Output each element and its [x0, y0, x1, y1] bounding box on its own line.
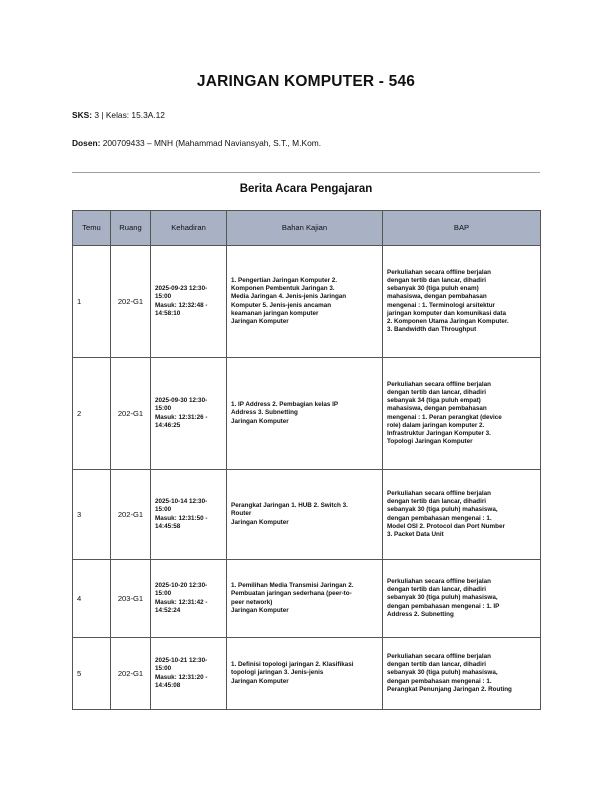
cell-bap-line: mahasiswa, dengan pembahasan [387, 293, 487, 301]
cell-bahan-kajian-line: Pembuatan jaringan sederhana (peer-to- [231, 590, 352, 598]
cell-bahan-kajian-line: Media Jaringan 4. Jenis-jenis Jaringan [231, 293, 347, 301]
cell-bahan-kajian-line: Perangkat Jaringan 1. HUB 2. Switch 3. [231, 502, 348, 510]
cell-bap-line: dengan pembahasan mengenai : 1. [387, 514, 492, 522]
table-body [73, 246, 541, 710]
cell-bahan-kajian-line: 1. Pemilihan Media Transmisi Jaringan 2. [231, 582, 354, 590]
cell-kehadiran-line: 2025-10-20 12:30- [155, 582, 208, 590]
cell-kehadiran [151, 638, 227, 710]
table-row [73, 560, 541, 638]
cell-bap-line: Address 2. Subnetting [387, 610, 454, 618]
divider [72, 172, 540, 173]
cell-bap-line: mengenai : 1. Terminologi arsitektur [387, 301, 496, 309]
cell-bahan-kajian [227, 560, 383, 638]
table-row [73, 638, 541, 710]
cell-bap-line: dengan tertib dan lancar, dihadiri [387, 498, 487, 506]
table-row [73, 470, 541, 560]
cell-ruang: 202-G1 [111, 638, 151, 710]
cell-bap-line: dengan pembahasan mengenai : 1. [387, 677, 492, 685]
cell-bap-line: Perangkat Penunjang Jaringan 2. Routing [387, 685, 512, 693]
cell-ruang: 202-G1 [111, 246, 151, 358]
cell-bahan-kajian-line: keamanan jaringan komputer [231, 309, 319, 317]
cell-bap [383, 638, 541, 710]
cell-bap [383, 358, 541, 470]
cell-bahan-kajian [227, 638, 383, 710]
cell-kehadiran [151, 560, 227, 638]
cell-bahan-kajian-line: peer network) [231, 598, 273, 606]
cell-bap-line: dengan tertib dan lancar, dihadiri [387, 586, 487, 594]
cell-bap-line: Perkuliahan secara offline berjalan [387, 380, 491, 388]
header-ruang: Ruang [111, 211, 151, 246]
cell-bap-line: Perkuliahan secara offline berjalan [387, 489, 491, 497]
cell-bap-line: sebanyak 30 (tiga puluh) mahasiswa, [387, 506, 498, 514]
cell-bahan-kajian-line: Jaringan Komputer [231, 518, 289, 526]
cell-kehadiran-line: 15:00 [155, 405, 172, 413]
document-title: JARINGAN KOMPUTER - 546 [196, 73, 416, 90]
cell-kehadiran-line: 2025-09-23 12:30- [155, 285, 208, 293]
cell-kehadiran-line: 2025-09-30 12:30- [155, 397, 208, 405]
cell-bahan-kajian-line: Jaringan Komputer [231, 417, 289, 425]
cell-bap-line: Perkuliahan secara offline berjalan [387, 268, 491, 276]
cell-ruang: 202-G1 [111, 470, 151, 560]
cell-temu: 2 [73, 358, 111, 470]
cell-bap-line: dengan tertib dan lancar, dihadiri [387, 276, 487, 284]
table-header-row [73, 211, 541, 246]
cell-kehadiran-line: 15:00 [155, 590, 172, 598]
cell-bap-line: mengenai : 1. Peran perangkat (device [387, 413, 502, 421]
cell-bap-line: sebanyak 34 (tiga puluh empat) [387, 397, 481, 405]
cell-bahan-kajian-line: Jaringan Komputer [231, 317, 289, 325]
cell-bap [383, 246, 541, 358]
header-bap: BAP [383, 211, 541, 246]
cell-bahan-kajian-line: Komponen Pembentuk Jaringan 3. [231, 285, 335, 293]
cell-bap-line: Topologi Jaringan Komputer [387, 438, 473, 446]
dosen-label: Dosen: [72, 138, 101, 148]
cell-bap-line: sebanyak 30 (tiga puluh enam) [387, 285, 479, 293]
cell-ruang: 203-G1 [111, 560, 151, 638]
cell-bap-line: sebanyak 30 (tiga puluh) mahasiswa, [387, 669, 498, 677]
dosen-value: 200709433 – MNH (Mahammad Naviansyah, S.T., M.Kom. [102, 138, 322, 148]
cell-bahan-kajian-line: Jaringan Komputer [231, 606, 289, 614]
table-row [73, 358, 541, 470]
cell-temu: 3 [73, 470, 111, 560]
cell-kehadiran-line: Masuk: 12:31:26 - [155, 413, 208, 421]
cell-bahan-kajian-line: Jaringan Komputer [231, 677, 289, 685]
cell-bap-line: dengan tertib dan lancar, dihadiri [387, 661, 487, 669]
dosen-line [72, 138, 321, 148]
section-title: Berita Acara Pengajaran [239, 183, 373, 195]
cell-bahan-kajian-line: Address 3. Subnetting [231, 409, 298, 417]
cell-bap-line: dengan tertib dan lancar, dihadiri [387, 388, 487, 396]
cell-kehadiran [151, 358, 227, 470]
cell-bap-line: 3. Packet Data Unit [387, 530, 444, 538]
cell-kehadiran [151, 246, 227, 358]
cell-bap [383, 560, 541, 638]
cell-kehadiran-line: 15:00 [155, 293, 172, 301]
cell-bahan-kajian-line: topologi jaringan 3. Jenis-jenis [231, 669, 324, 677]
cell-kehadiran-line: Masuk: 12:31:20 - [155, 673, 208, 681]
cell-kehadiran-line: 15:00 [155, 665, 172, 673]
cell-temu: 1 [73, 246, 111, 358]
cell-kehadiran-line: 14:45:08 [155, 681, 181, 689]
cell-temu: 4 [73, 560, 111, 638]
cell-kehadiran-line: 14:58:10 [155, 309, 181, 317]
cell-kehadiran-line: 2025-10-21 12:30- [155, 657, 208, 665]
cell-kehadiran-line: Masuk: 12:31:42 - [155, 598, 208, 606]
bap-table [72, 210, 541, 710]
cell-temu: 5 [73, 638, 111, 710]
cell-bahan-kajian [227, 358, 383, 470]
sks-value: 3 | Kelas: 15.3A.12 [94, 110, 165, 120]
cell-bahan-kajian [227, 470, 383, 560]
cell-bap-line: jaringan komputer dan komunikasi data [387, 309, 506, 317]
header-bahan-kajian: Bahan Kajian [227, 211, 383, 246]
cell-kehadiran [151, 470, 227, 560]
cell-bahan-kajian-line: Router [231, 510, 252, 518]
cell-ruang: 202-G1 [111, 358, 151, 470]
header-temu: Temu [73, 211, 111, 246]
cell-bap-line: Model OSI 2. Protocol dan Port Number [387, 522, 505, 530]
table-row [73, 246, 541, 358]
cell-kehadiran-line: Masuk: 12:31:50 - [155, 514, 208, 522]
cell-bahan-kajian-line: Komputer 5. Jenis-jenis ancaman [231, 301, 332, 309]
cell-kehadiran-line: 14:46:25 [155, 421, 181, 429]
cell-kehadiran-line: 14:52:24 [155, 606, 181, 614]
cell-bap-line: role) dalam jaringan komputer 2. [387, 421, 485, 429]
cell-bahan-kajian-line: 1. IP Address 2. Pembagian kelas IP [231, 401, 339, 409]
cell-bahan-kajian-line: 1. Pengertian Jaringan Komputer 2. [231, 276, 338, 284]
sks-line [72, 110, 165, 120]
cell-bap-line: 3. Bandwidth dan Throughput [387, 326, 477, 334]
cell-bahan-kajian [227, 246, 383, 358]
cell-bap [383, 470, 541, 560]
cell-bap-line: Infrastruktur Jaringan Komputer 3. [387, 429, 491, 437]
cell-kehadiran-line: 15:00 [155, 506, 172, 514]
cell-bahan-kajian-line: 1. Definisi topologi jaringan 2. Klasifikasi [231, 661, 354, 669]
cell-bap-line: 2. Komponen Utama Jaringan Komputer. [387, 317, 509, 325]
header-kehadiran: Kehadiran [151, 211, 227, 246]
cell-bap-line: Perkuliahan secara offline berjalan [387, 653, 491, 661]
cell-kehadiran-line: Masuk: 12:32:48 - [155, 301, 208, 309]
cell-bap-line: dengan pembahasan mengenai : 1. IP [387, 602, 500, 610]
cell-kehadiran-line: 14:45:58 [155, 522, 181, 530]
cell-bap-line: Perkuliahan secara offline berjalan [387, 578, 491, 586]
cell-kehadiran-line: 2025-10-14 12:30- [155, 498, 208, 506]
sks-label: SKS: [72, 110, 93, 120]
cell-bap-line: sebanyak 30 (tiga puluh) mahasiswa, [387, 594, 498, 602]
cell-bap-line: mahasiswa, dengan pembahasan [387, 405, 487, 413]
